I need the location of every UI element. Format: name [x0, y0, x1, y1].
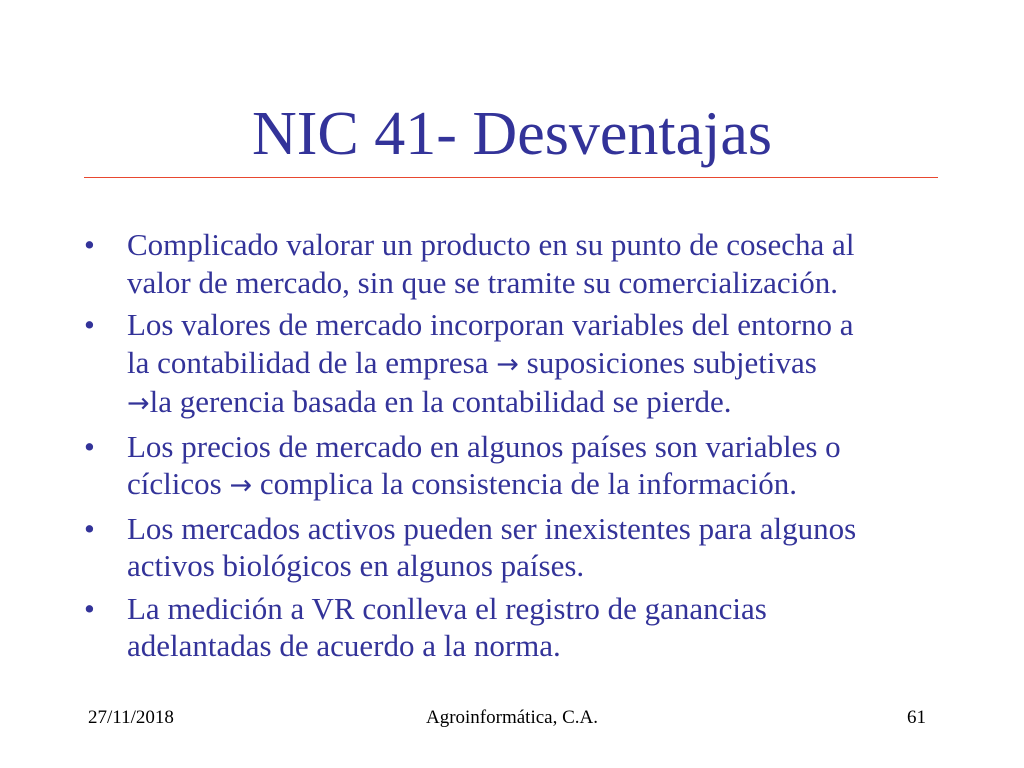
- footer-page-number: 61: [907, 707, 926, 728]
- bullet-dot-icon: •: [84, 590, 95, 626]
- bullet-list: [84, 226, 944, 670]
- title-divider: [84, 177, 938, 178]
- bullet-item-4: [84, 510, 944, 585]
- bullet-text: Los valores de mercado incorporan variables del entorno a: [127, 307, 854, 342]
- slide-title: NIC 41- Desventajas: [252, 100, 772, 168]
- bullet-text: la contabilidad de la empresa: [127, 344, 497, 380]
- bullet-text: Complicado valorar un producto en su punto de cosecha al: [127, 227, 855, 262]
- footer-company: Agroinformática, C.A.: [425, 707, 598, 728]
- bullet-text: activos biológicos en algunos países.: [127, 548, 585, 583]
- bullet-text: la gerencia basada en la contabilidad se pierde.: [149, 384, 732, 419]
- bullet-text: cíclicos: [127, 466, 230, 501]
- bullet-text: valor de mercado, sin que se tramite su comercialización.: [127, 264, 838, 300]
- bullet-dot-icon: •: [84, 227, 95, 262]
- bullet-dot-icon: •: [84, 307, 95, 342]
- bullet-item-1: [84, 226, 944, 301]
- bullet-item-5: [84, 590, 944, 665]
- bullet-dot-icon: •: [84, 510, 95, 546]
- bullet-dot-icon: •: [84, 428, 95, 464]
- bullet-text: adelantadas de acuerdo a la norma.: [127, 628, 561, 663]
- bullet-text: Los precios de mercado en algunos países son variables o: [127, 428, 841, 464]
- arrow-right-icon: →: [127, 388, 150, 419]
- bullet-text: suposiciones subjetivas: [518, 344, 817, 380]
- bullet-text: complica la consistencia de la información.: [252, 466, 797, 501]
- bullet-text: La medición a VR conlleva el registro de ganancias: [127, 590, 767, 626]
- arrow-right-icon: →: [229, 470, 253, 501]
- bullet-item-3: [84, 428, 944, 505]
- bullet-item-2: [84, 306, 944, 423]
- arrow-right-icon: →: [496, 348, 519, 380]
- bullet-text: Los mercados activos pueden ser inexistentes para algunos: [127, 510, 857, 546]
- footer-date: 27/11/2018: [88, 707, 174, 728]
